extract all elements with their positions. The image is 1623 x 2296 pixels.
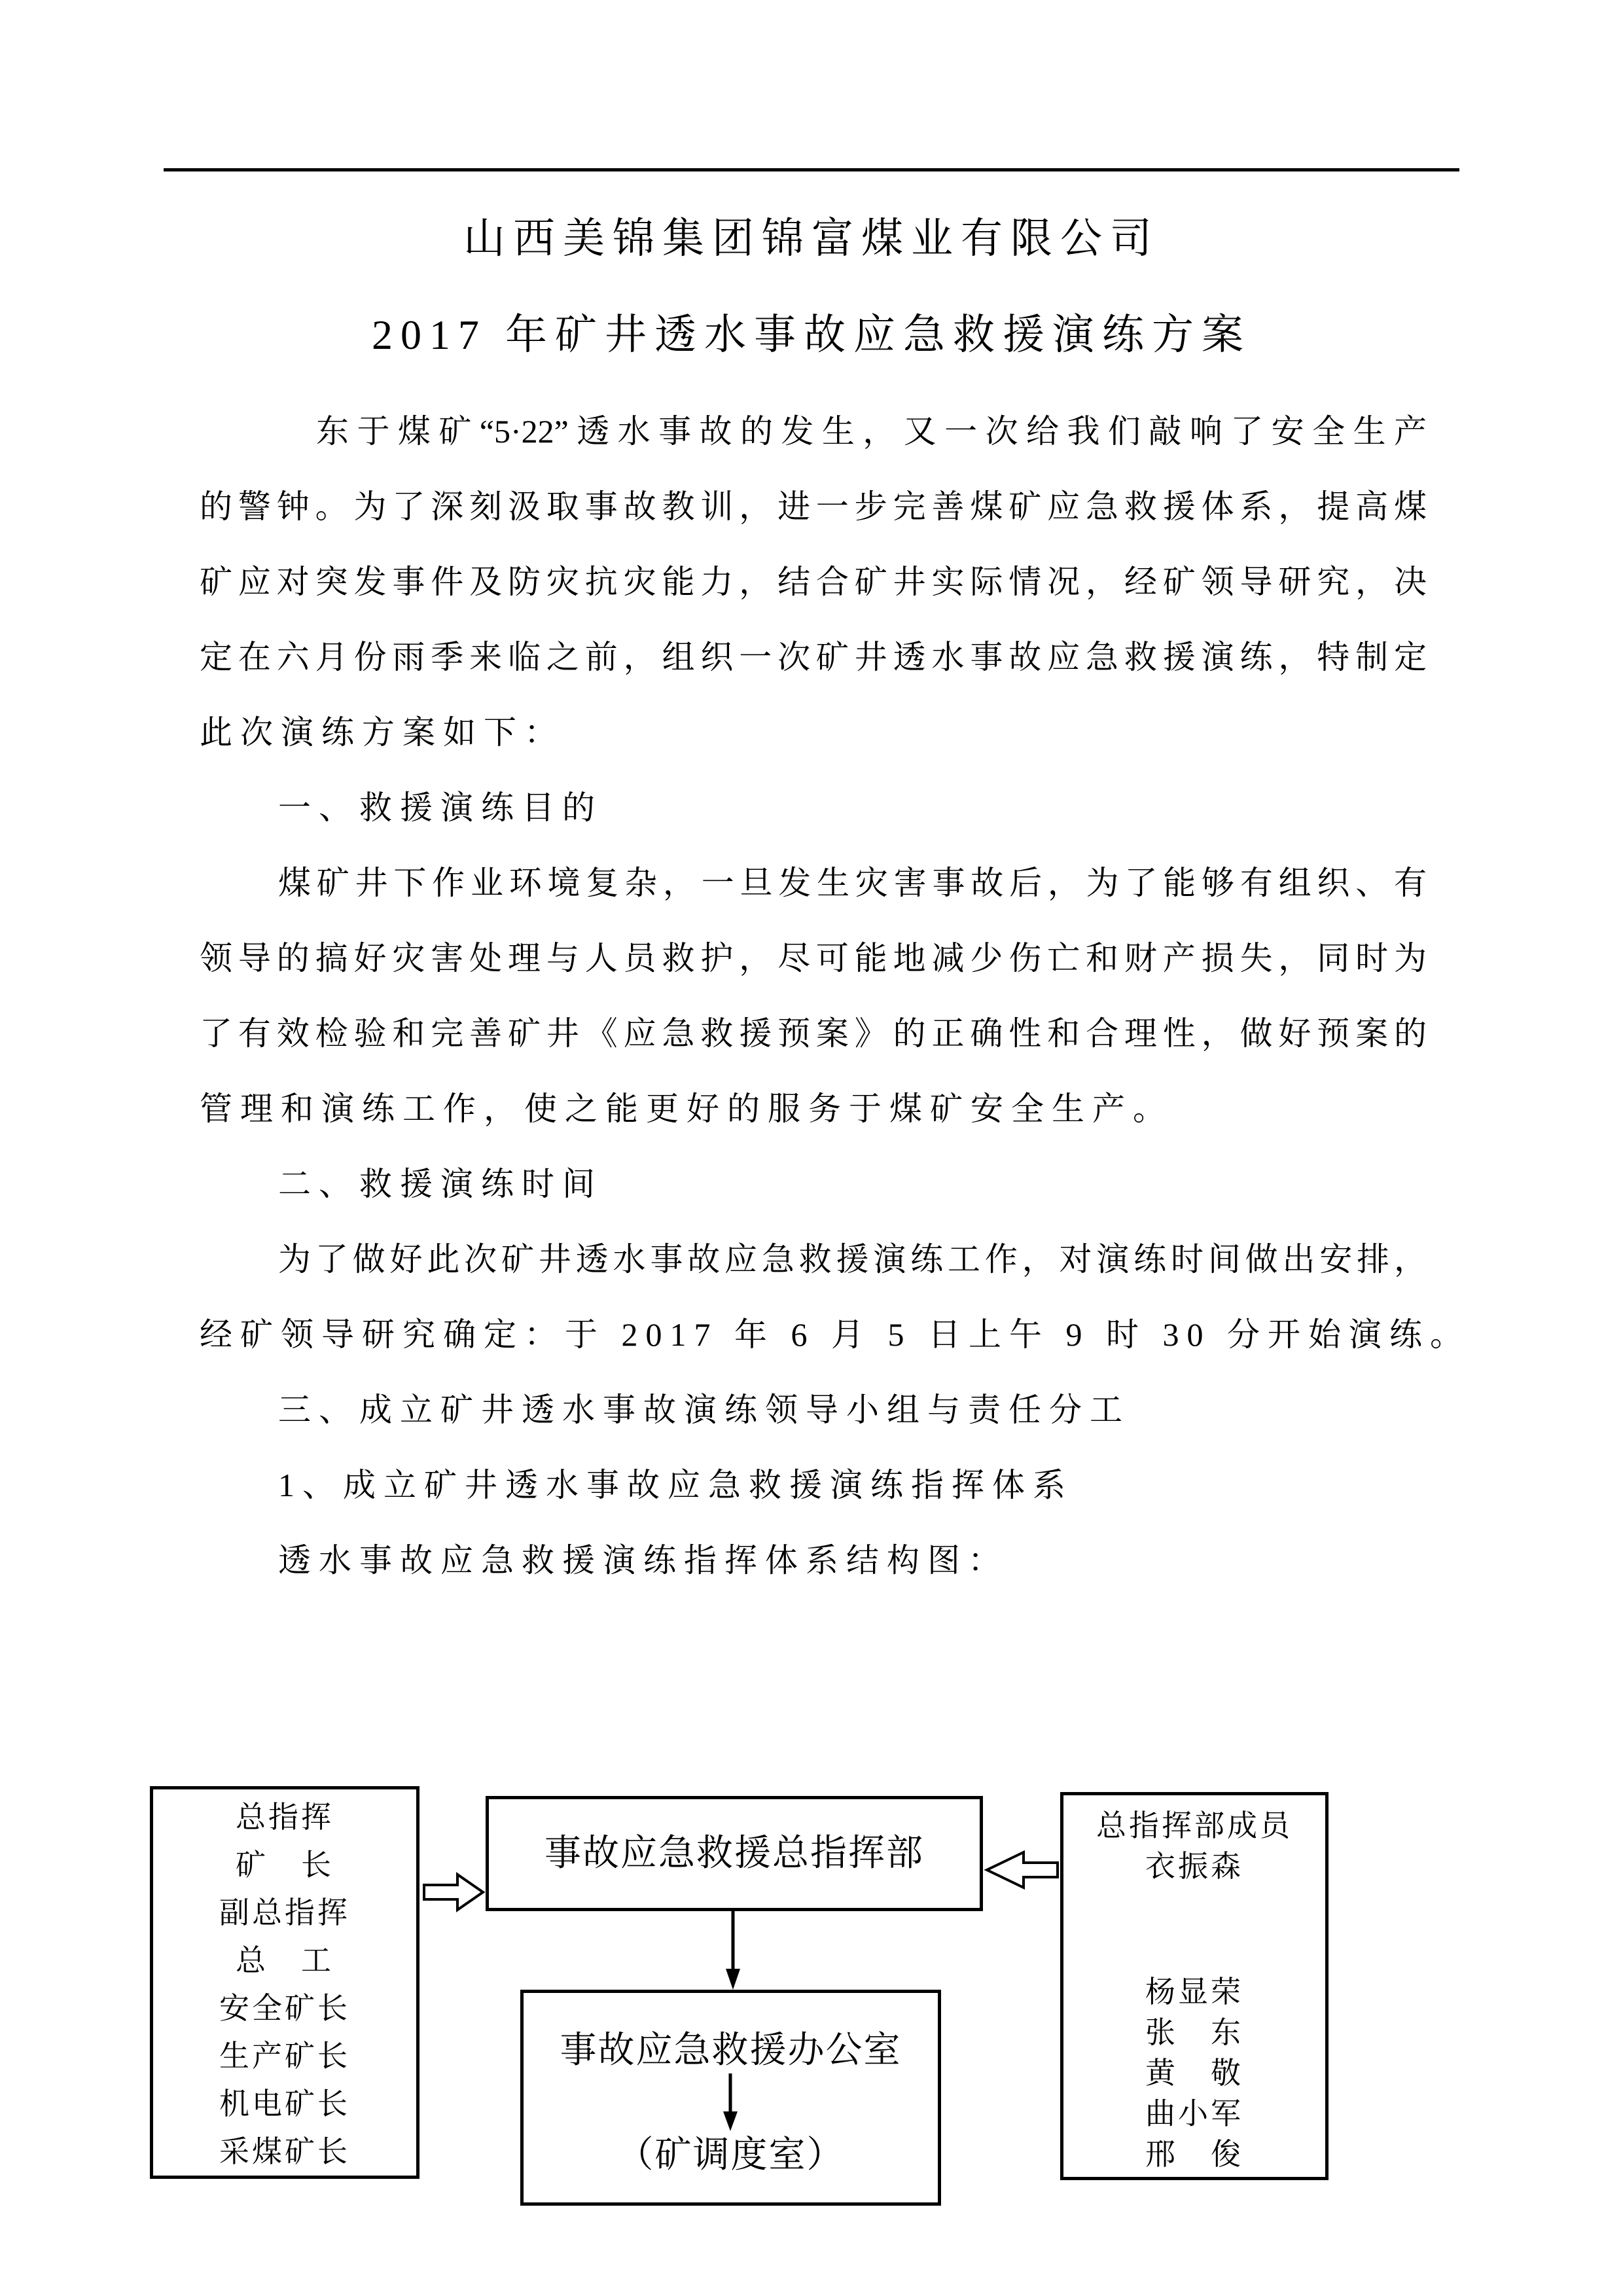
members-box (1060, 1792, 1329, 2180)
body-line: 东于煤矿“5·22”透水事故的发生，又一次给我们敲响了安全生产 (316, 413, 1427, 450)
commanders-box-line: 矿 长 (236, 1848, 334, 1882)
members-box-name: 张 东 (1145, 2016, 1243, 2049)
members-box-title: 总指挥部成员 (1096, 1809, 1293, 1842)
office-box-line2: （矿调度室） (616, 2135, 845, 2176)
members-box-name: 曲小军 (1145, 2097, 1243, 2130)
command-hq-box (486, 1796, 983, 1911)
header-rule (164, 168, 1459, 171)
commanders-box-line: 采煤矿长 (219, 2135, 350, 2168)
body-line: 透水事故应急救援演练指挥体系结构图： (278, 1542, 1008, 1579)
members-box-gap (1063, 1887, 1325, 1972)
body-line: 经矿领导研究确定：于 2017 年 6 月 5 日上午 9 时 30 分开始演练。 (200, 1316, 1471, 1353)
body-line: 定在六月份雨季来临之前，组织一次矿井透水事故应急救援演练，特制定 (200, 639, 1427, 675)
command-hq-label: 事故应急救援总指挥部 (544, 1833, 924, 1874)
members-box-name: 邢 俊 (1145, 2138, 1243, 2171)
commanders-box-line: 总指挥 (236, 1801, 334, 1834)
commanders-box-line: 安全矿长 (219, 1992, 350, 2025)
flow-arrow-left-icon (983, 1850, 1060, 1890)
members-box-name: 黄 敬 (1145, 2056, 1243, 2090)
body-line: 为了做好此次矿井透水事故应急救援演练工作，对演练时间做出安排， (278, 1241, 1427, 1278)
body-line: 此次演练方案如下： (200, 714, 565, 751)
body-line: 的警钟。为了深刻汲取事故教训，进一步完善煤矿应急救援体系，提高煤 (200, 488, 1427, 525)
sub-heading: 1、成立矿井透水事故应急救援演练指挥体系 (278, 1467, 1073, 1503)
commanders-box-line: 机电矿长 (219, 2087, 350, 2121)
members-box-name: 衣振森 (1145, 1850, 1243, 1883)
flow-arrow-right-icon (422, 1872, 486, 1912)
body-text (200, 394, 1471, 1598)
commanders-box-line: 生产矿长 (219, 2039, 350, 2073)
office-box-line1: 事故应急救援办公室 (560, 2030, 902, 2071)
doc-subtitle: 2017 年矿井透水事故应急救援演练方案 (372, 312, 1251, 358)
doc-title: 山西美锦集团锦富煤业有限公司 (463, 215, 1160, 262)
commanders-box-line: 副总指挥 (219, 1896, 350, 1929)
body-line: 领导的搞好灾害处理与人员救护，尽可能地减少伤亡和财产损失，同时为 (200, 940, 1427, 977)
commanders-box (150, 1786, 419, 2179)
body-line: 煤矿井下作业环境复杂，一旦发生灾害事故后，为了能够有组织、有 (278, 865, 1427, 901)
members-box-name: 杨显荣 (1145, 1975, 1243, 2009)
section-heading: 三、成立矿井透水事故演练领导小组与责任分工 (278, 1391, 1130, 1428)
section-heading: 二、救援演练时间 (278, 1166, 603, 1202)
flow-arrow-down-icon (724, 1911, 742, 1991)
flow-arrow-down-icon (721, 2073, 740, 2132)
body-line: 管理和演练工作，使之能更好的服务于煤矿安全生产。 (200, 1090, 1173, 1127)
section-heading: 一、救援演练目的 (278, 789, 603, 826)
body-line: 矿应对突发事件及防灾抗灾能力，结合矿井实际情况，经矿领导研究，决 (200, 564, 1427, 600)
body-line: 了有效检验和完善矿井《应急救援预案》的正确性和合理性，做好预案的 (200, 1015, 1427, 1052)
commanders-box-line: 总 工 (236, 1944, 334, 1977)
